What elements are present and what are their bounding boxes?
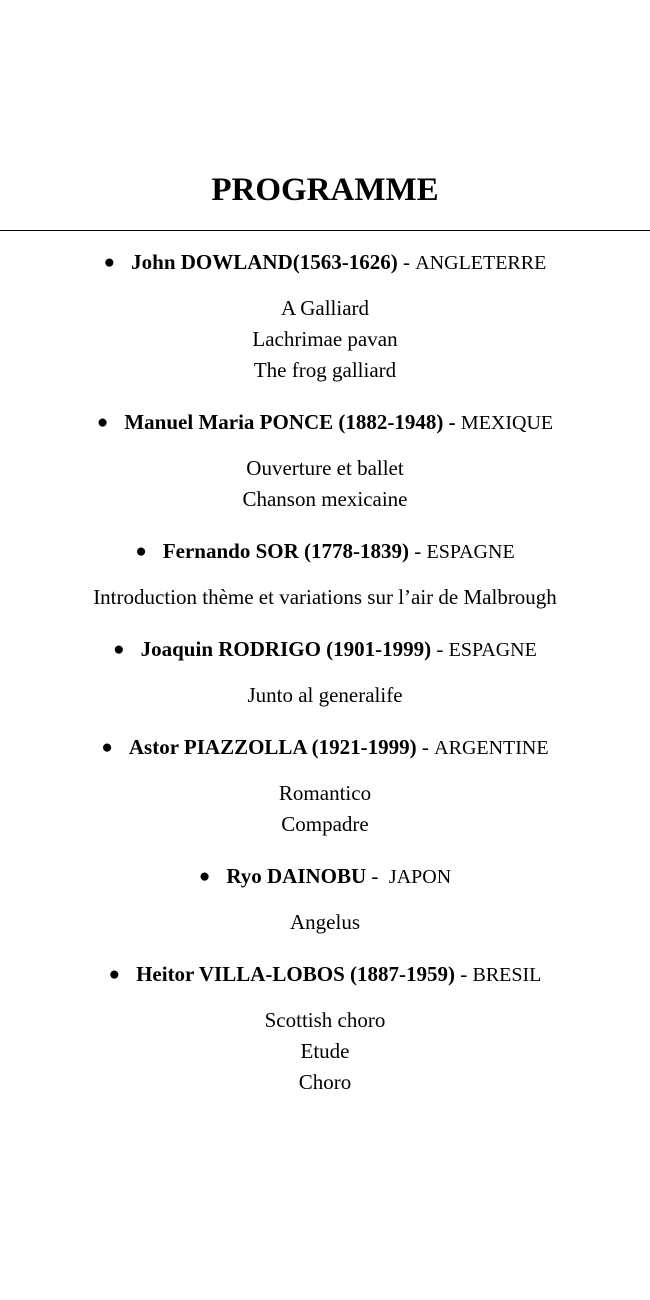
composer-country: JAPON bbox=[388, 866, 452, 888]
composer-line bbox=[0, 860, 650, 894]
work-title: Junto al generalife bbox=[247, 683, 403, 707]
work-title: The frog galliard bbox=[253, 358, 397, 382]
work-title: Scottish choro bbox=[264, 1008, 386, 1032]
composer-separator: - bbox=[397, 250, 416, 274]
composer-separator: - bbox=[416, 735, 435, 759]
composer-name: Heitor VILLA-LOBOS (1887-1959) bbox=[136, 962, 455, 986]
work-title: Chanson mexicaine bbox=[242, 487, 408, 511]
composer-line bbox=[0, 406, 650, 440]
composer-country: ESPAGNE bbox=[426, 541, 515, 563]
work-title: Lachrimae pavan bbox=[252, 327, 398, 351]
composer-line bbox=[0, 958, 650, 992]
work-title: Compadre bbox=[281, 812, 369, 836]
work-title: Choro bbox=[298, 1070, 352, 1094]
programme-entry bbox=[0, 633, 650, 711]
composer-separator: - bbox=[443, 410, 461, 434]
composer-line bbox=[0, 731, 650, 765]
work-title: Introduction thème et variations sur l’air de Malbrough bbox=[93, 585, 557, 609]
programme-entry bbox=[0, 860, 650, 938]
composer-separator: - bbox=[431, 637, 449, 661]
composer-country: ESPAGNE bbox=[448, 639, 537, 661]
composer-country: BRESIL bbox=[472, 964, 542, 986]
composer-country: ANGLETERRE bbox=[415, 252, 547, 274]
work-title: Romantico bbox=[278, 781, 372, 805]
composer-name: Joaquin RODRIGO (1901-1999) bbox=[140, 637, 432, 661]
works-list bbox=[0, 293, 650, 386]
work-title: Ouverture et ballet bbox=[246, 456, 404, 480]
programme-entry bbox=[0, 731, 650, 840]
composer-country: MEXIQUE bbox=[460, 412, 554, 434]
works-list bbox=[0, 680, 650, 711]
works-list bbox=[0, 453, 650, 515]
works-list bbox=[0, 907, 650, 938]
bullet-icon: ● bbox=[96, 412, 109, 433]
programme-entry bbox=[0, 406, 650, 515]
bullet-icon: ● bbox=[135, 541, 147, 562]
composer-name: Astor PIAZZOLLA (1921-1999) bbox=[128, 735, 417, 759]
programme-list bbox=[0, 246, 650, 1118]
work-title: Etude bbox=[300, 1039, 350, 1063]
bullet-icon: ● bbox=[113, 639, 125, 660]
composer-country: ARGENTINE bbox=[434, 737, 549, 759]
programme-entry bbox=[0, 535, 650, 613]
programme-entry bbox=[0, 958, 650, 1098]
works-list bbox=[0, 778, 650, 840]
work-title: Angelus bbox=[290, 910, 360, 934]
composer-line bbox=[0, 246, 650, 280]
programme-entry bbox=[0, 246, 650, 386]
title-divider bbox=[0, 230, 650, 231]
composer-name: Ryo DAINOBU bbox=[226, 864, 367, 888]
composer-separator: - bbox=[408, 539, 427, 563]
bullet-icon: ● bbox=[198, 866, 211, 887]
works-list bbox=[0, 582, 650, 613]
composer-line bbox=[0, 633, 650, 667]
composer-name: John DOWLAND(1563-1626) bbox=[131, 250, 398, 274]
bullet-icon: ● bbox=[101, 737, 113, 758]
works-list bbox=[0, 1005, 650, 1098]
bullet-icon: ● bbox=[108, 964, 121, 985]
page-title: PROGRAMME bbox=[211, 172, 439, 208]
composer-name: Manuel Maria PONCE (1882-1948) bbox=[124, 410, 444, 434]
work-title: A Galliard bbox=[280, 296, 370, 320]
composer-name: Fernando SOR (1778-1839) bbox=[162, 539, 409, 563]
composer-separator: - bbox=[366, 864, 389, 888]
composer-separator: - bbox=[454, 962, 473, 986]
bullet-icon: ● bbox=[103, 252, 116, 273]
composer-line bbox=[0, 535, 650, 569]
